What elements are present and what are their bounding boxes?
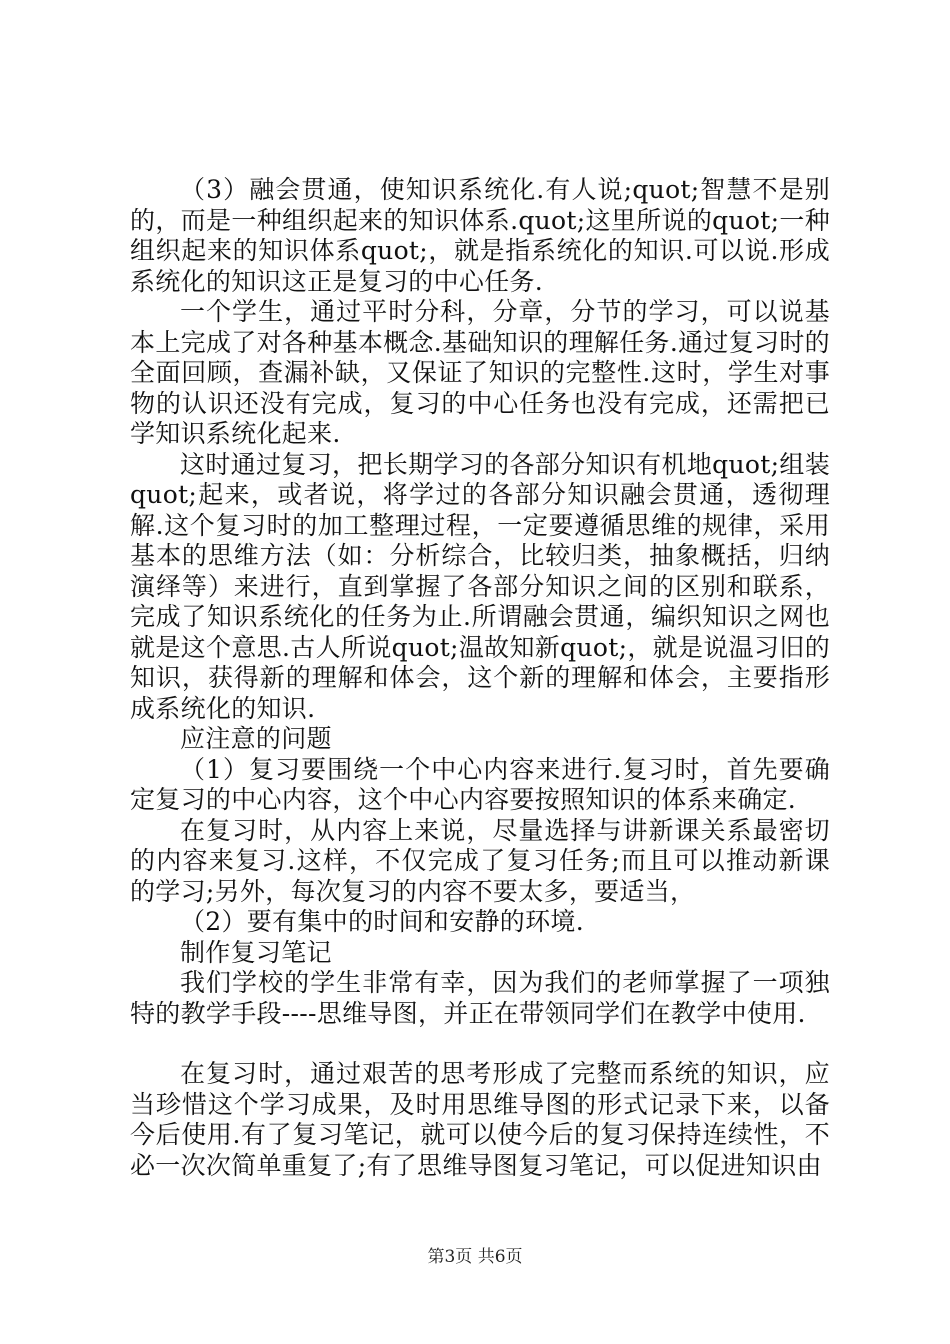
paragraph-gap bbox=[130, 1029, 830, 1059]
paragraph-student-learning: 一个学生，通过平时分科，分章，分节的学习，可以说基本上完成了对各种基本概念.基础知识的理解任务.通过复习时的全面回顾，查漏补缺，又保证了知识的完整性.这时，学生对事物的认识还没有完成，复习的中心任务也没有完成，还需把已学知识系统化起来. bbox=[130, 297, 830, 448]
paragraph-issue-1: （1）复习要围绕一个中心内容来进行.复习时，首先要确定复习的中心内容，这个中心内容要按照知识的体系来确定. bbox=[130, 754, 830, 814]
paragraph-review-notes: 在复习时，通过艰苦的思考形成了完整而系统的知识，应当珍惜这个学习成果，及时用思维导图的形式记录下来，以备今后使用.有了复习笔记，就可以使今后的复习保持连续性，不必一次次简单重复了;有了思维导图复习笔记，可以促进知识由 bbox=[130, 1059, 830, 1180]
section-heading-issues: 应注意的问题 bbox=[180, 724, 332, 753]
paragraph-issue-2: （2）要有集中的时间和安静的环境. bbox=[180, 907, 584, 936]
section-heading-notes: 制作复习笔记 bbox=[180, 937, 332, 967]
document-body bbox=[130, 175, 830, 1181]
page-footer: 第3页 共6页 bbox=[427, 1247, 523, 1267]
paragraph-review-process: 这时通过复习，把长期学习的各部分知识有机地quot;组装quot;起来，或者说，将学过的各部分知识融会贯通，透彻理解.这个复习时的加工整理过程，一定要遵循思维的规律，采用基本的思维方法（如：分析综合，比较归类，抽象概括，归纳演绎等）来进行，直到掌握了各部分知识之间的区别和联系，完成了知识系统化的任务为止.所谓融会贯通，编织知识之网也就是这个意思.古人所说quot;温故知新quot;，就是说温习旧的知识，获得新的理解和体会，这个新的理解和体会，主要指形成系统化的知识. bbox=[130, 449, 830, 723]
paragraph-review-content: 在复习时，从内容上来说，尽量选择与讲新课关系最密切的内容来复习.这样，不仅完成了复习任务;而且可以推动新课的学习;另外，每次复习的内容不要太多，要适当， bbox=[130, 815, 830, 906]
paragraph-integration: （3）融会贯通，使知识系统化.有人说;quot;智慧不是别的，而是一种组织起来的知识体系.quot;这里所说的quot;一种组织起来的知识体系quot;，就是指系统化的知识.可以说.形成系统化的知识这正是复习的中心任务. bbox=[130, 175, 830, 296]
paragraph-mind-map: 我们学校的学生非常有幸，因为我们的老师掌握了一项独特的教学手段----思维导图，并正在带领同学们在教学中使用. bbox=[130, 968, 830, 1028]
